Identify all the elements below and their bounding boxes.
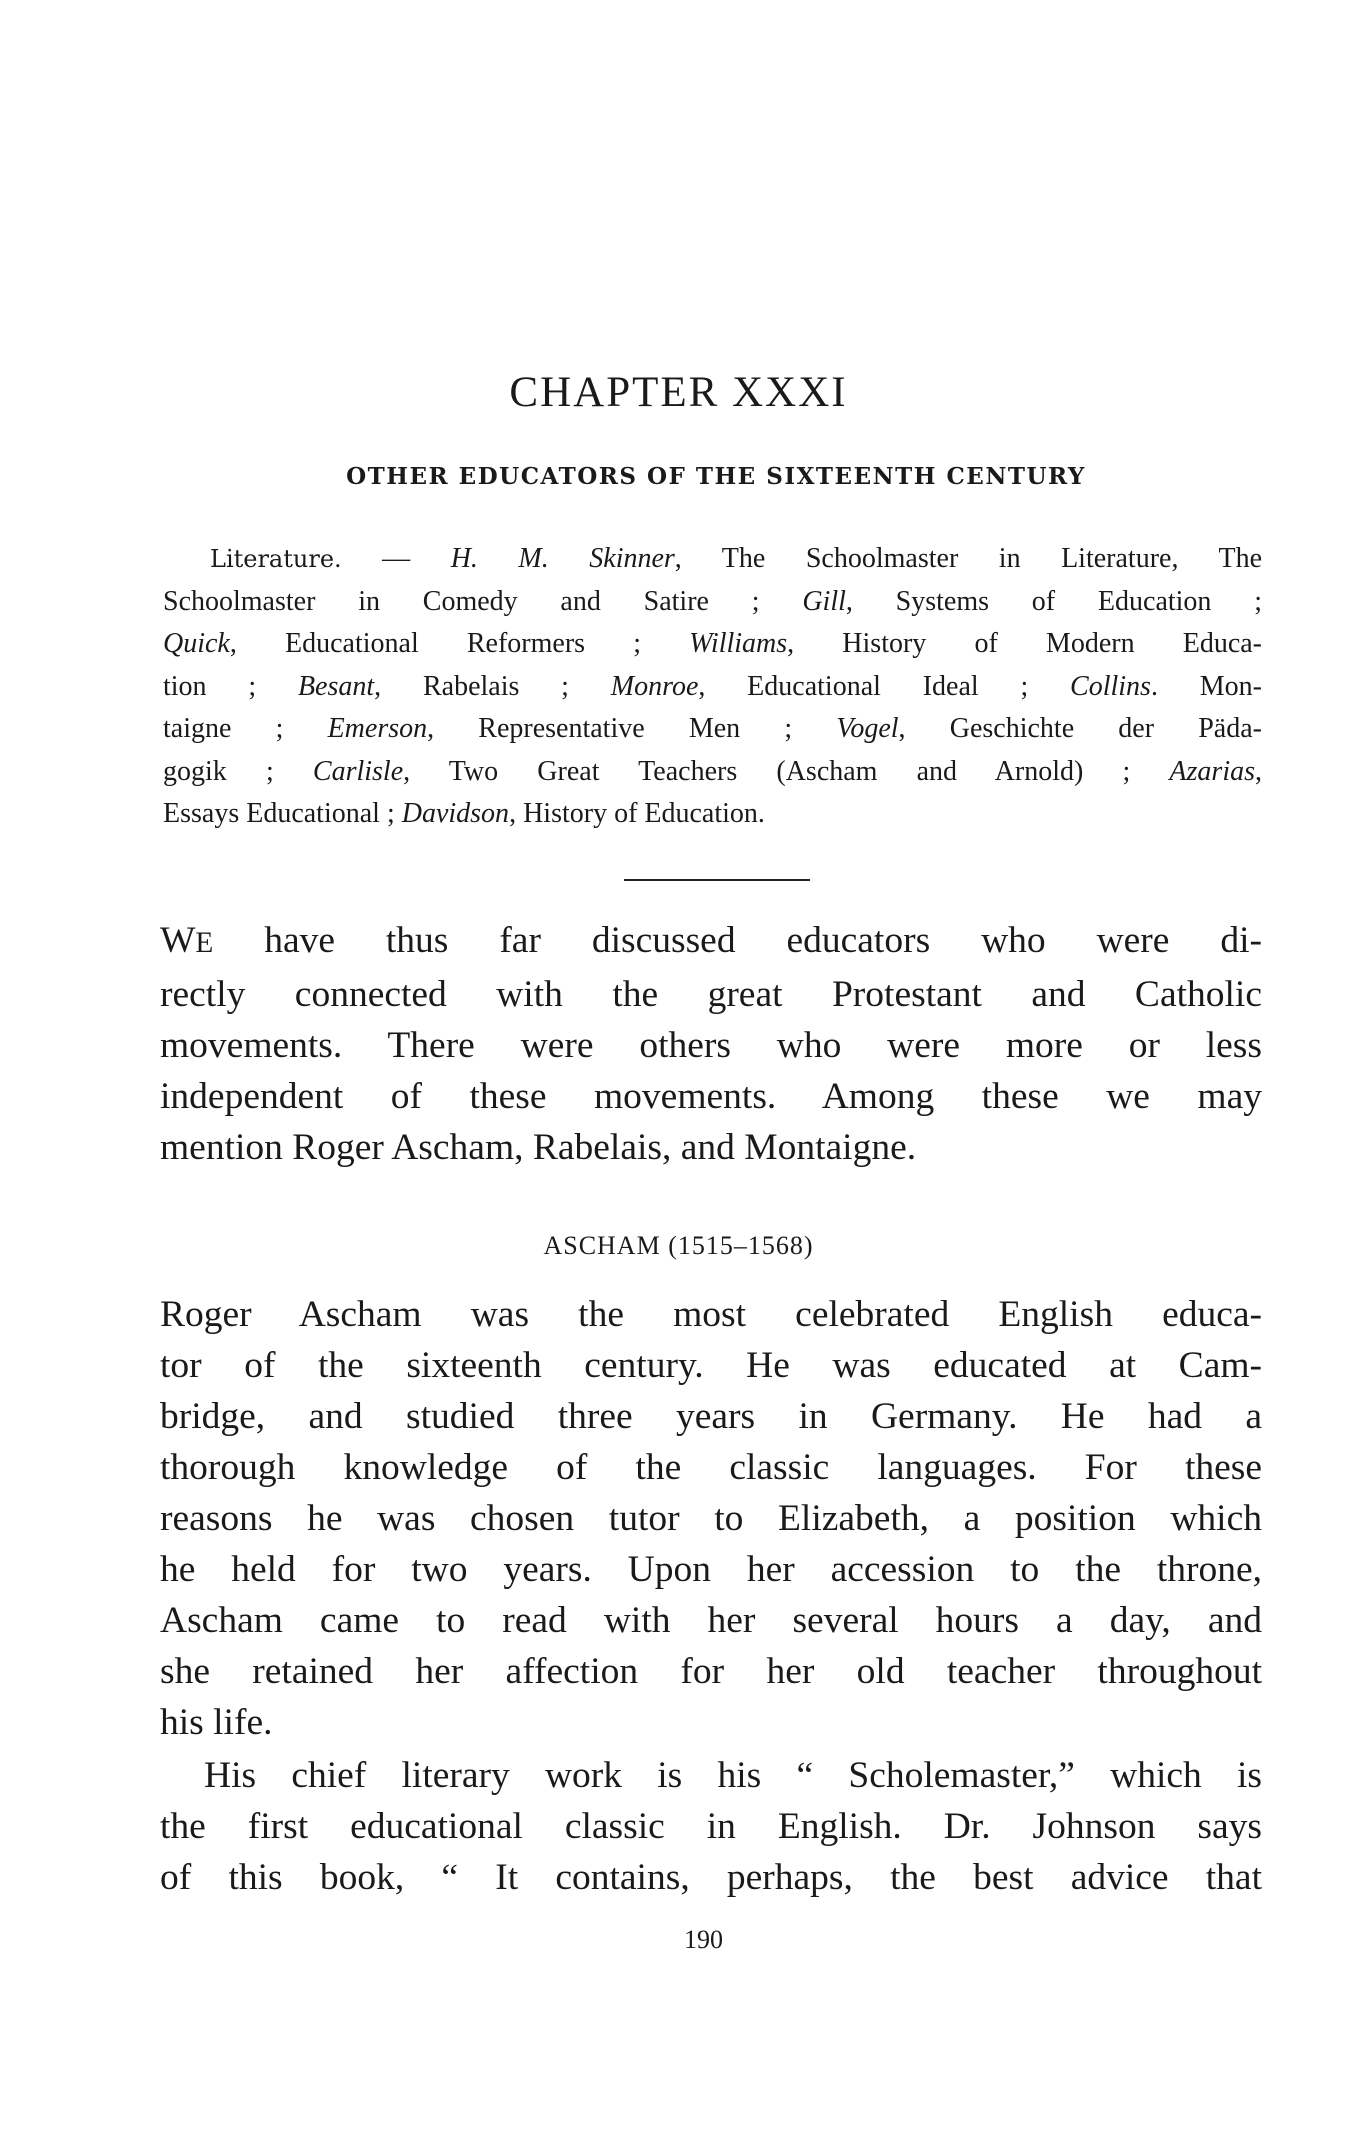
intro-paragraph xyxy=(160,915,1262,1173)
section-heading: ASCHAM (1515–1568) xyxy=(543,1231,814,1260)
author-name: H. M. Skinner xyxy=(450,543,675,574)
literature-label: Literature. xyxy=(210,545,342,573)
page-number: 190 xyxy=(684,1925,723,1954)
text-line xyxy=(160,1071,1262,1122)
text-run: Schoolmaster in Comedy and Satire ; xyxy=(163,585,803,617)
author-name: Vogel xyxy=(836,713,899,744)
text-run: , Representative Men ; xyxy=(427,713,837,744)
text-line xyxy=(160,1391,1262,1442)
text-run: she retained her affection for her old teacher throughout xyxy=(160,1651,1262,1692)
text-run: E xyxy=(195,927,214,959)
text-run: gogik ; xyxy=(163,755,313,787)
text-run: — xyxy=(341,543,451,574)
text-line xyxy=(160,1852,1262,1903)
text-run: Ascham came to read with her several hours a day, and xyxy=(160,1600,1262,1641)
text-line xyxy=(160,915,1262,969)
author-name: Carlisle xyxy=(312,755,404,787)
text-line xyxy=(160,1646,1262,1697)
text-run: thorough knowledge of the classic languages. For these xyxy=(160,1447,1262,1488)
text-line xyxy=(163,623,1262,666)
author-name: Gill xyxy=(802,585,846,617)
text-run: of this book, “ It contains, perhaps, the best advice that xyxy=(160,1857,1262,1898)
text-line xyxy=(163,751,1262,794)
author-name: Besant xyxy=(297,670,375,702)
text-line xyxy=(160,1289,1262,1340)
text-line xyxy=(160,1544,1262,1595)
text-run: Essays Educational ; xyxy=(163,798,402,829)
text-run: mention Roger Ascham, Rabelais, and Montaigne. xyxy=(160,1127,917,1168)
text-line xyxy=(160,1595,1262,1646)
text-line xyxy=(160,1122,1262,1173)
text-run: independent of these movements. Among these we may xyxy=(160,1076,1262,1117)
author-name: Williams xyxy=(689,628,788,659)
text-run: , Systems of Education ; xyxy=(845,585,1262,617)
chapter-subtitle: OTHER EDUCATORS OF THE SIXTEENTH CENTURY xyxy=(346,463,1086,490)
chapter-title: CHAPTER XXXI xyxy=(509,369,848,416)
author-name: Davidson xyxy=(401,798,510,829)
text-run: tor of the sixteenth century. He was educated at Cam- xyxy=(160,1345,1262,1386)
text-line xyxy=(160,1697,1262,1748)
text-line xyxy=(160,1020,1262,1071)
text-line xyxy=(160,969,1262,1020)
text-run: taigne ; xyxy=(163,713,328,744)
ascham-paragraph xyxy=(160,1289,1262,1748)
author-name: Monroe xyxy=(610,670,699,702)
text-run: , Geschichte der Päda- xyxy=(898,713,1262,744)
text-line xyxy=(160,1801,1262,1852)
text-run: W xyxy=(160,920,196,961)
text-line xyxy=(160,1442,1262,1493)
text-run: tion ; xyxy=(163,670,298,702)
scholemaster-paragraph xyxy=(160,1750,1262,1903)
text-line xyxy=(163,793,1262,836)
text-run: have thus far discussed educators who were di- xyxy=(213,920,1262,961)
text-line xyxy=(163,538,1262,581)
author-name: Azarias xyxy=(1169,755,1255,787)
text-line xyxy=(163,666,1262,709)
author-name: Collins xyxy=(1070,670,1151,702)
text-run: his life. xyxy=(160,1702,273,1743)
author-name: Quick xyxy=(163,628,230,659)
text-run: rectly connected with the great Protestant and Catholic xyxy=(160,974,1262,1015)
author-name: Emerson xyxy=(327,713,428,744)
text-run: His chief literary work is his “ Scholemaster,” which is xyxy=(204,1755,1262,1796)
text-run: , Rabelais ; xyxy=(374,670,611,702)
text-run: , The Schoolmaster in Literature, The xyxy=(674,543,1262,574)
literature-references xyxy=(163,538,1262,836)
text-run: reasons he was chosen tutor to Elizabeth, a position which xyxy=(160,1498,1262,1539)
text-run: Roger Ascham was the most celebrated English educa- xyxy=(160,1294,1262,1335)
text-run: he held for two years. Upon her accession to the throne, xyxy=(160,1549,1262,1590)
section-divider xyxy=(624,879,810,881)
text-run: , xyxy=(1255,755,1262,787)
text-line xyxy=(163,708,1262,751)
text-run: , Educational Reformers ; xyxy=(229,628,690,659)
text-run: , History of Education. xyxy=(509,798,765,829)
text-run: . Mon- xyxy=(1150,670,1262,702)
text-run: movements. There were others who were more or less xyxy=(160,1025,1262,1066)
text-line xyxy=(163,581,1262,624)
text-run: the first educational classic in English. Dr. Johnson says xyxy=(160,1806,1262,1847)
text-line xyxy=(160,1493,1262,1544)
text-run: , History of Modern Educa- xyxy=(787,628,1262,659)
text-run: , Two Great Teachers (Ascham and Arnold) ; xyxy=(403,755,1170,787)
text-line xyxy=(160,1750,1262,1801)
text-run: , Educational Ideal ; xyxy=(698,670,1071,702)
text-line xyxy=(160,1340,1262,1391)
text-run: bridge, and studied three years in Germany. He had a xyxy=(160,1396,1262,1437)
